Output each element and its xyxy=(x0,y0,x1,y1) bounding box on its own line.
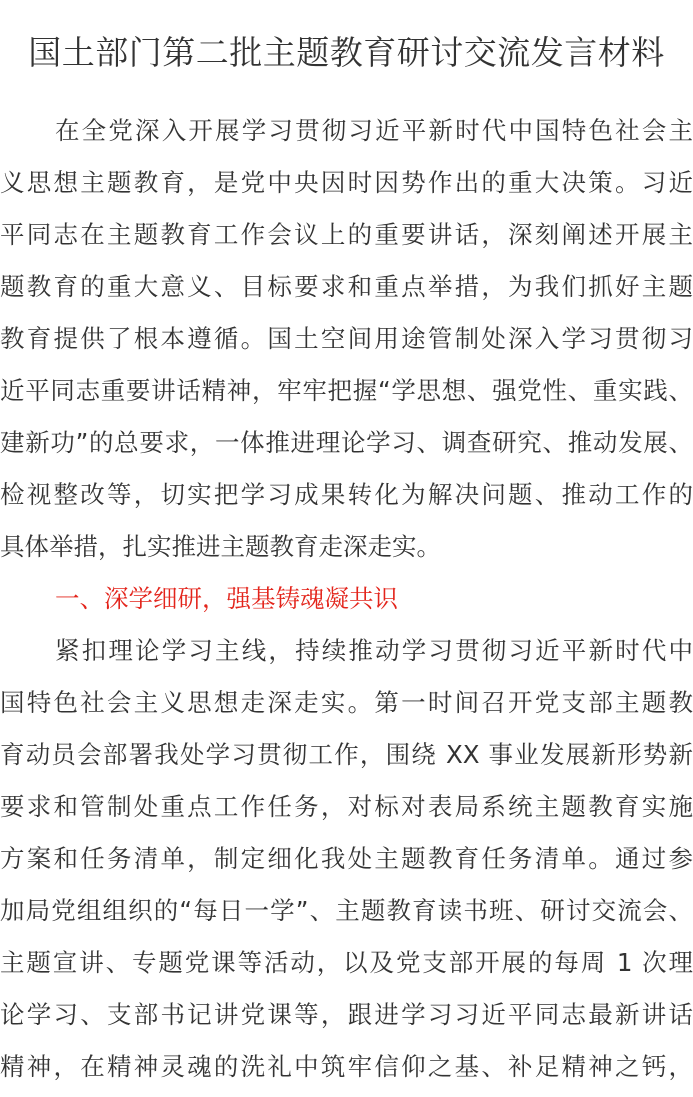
paragraph-line: 方案和任务清单，制定细化我处主题教育任务清单。通过参 xyxy=(0,844,693,873)
paragraph-line: 教育提供了根本遵循。国土空间用途管制处深入学习贯彻习 xyxy=(0,324,693,353)
paragraph-line: 义思想主题教育，是党中央因时因势作出的重大决策。习近 xyxy=(0,168,693,197)
paragraph-line: 检视整改等，切实把学习成果转化为解决问题、推动工作的 xyxy=(0,480,693,509)
paragraph-line: 在全党深入开展学习贯彻习近平新时代中国特色社会主 xyxy=(55,116,693,145)
paragraph-line: 论学习、支部书记讲党课等，跟进学习习近平同志最新讲话 xyxy=(0,1000,693,1029)
paragraph-line: 平同志在主题教育工作会议上的重要讲话，深刻阐述开展主 xyxy=(0,220,693,249)
paragraph-line: 紧扣理论学习主线，持续推动学习贯彻习近平新时代中 xyxy=(55,636,693,665)
section-heading: 一、深学细研，强基铸魂凝共识 xyxy=(55,584,398,613)
document-title: 国土部门第二批主题教育研讨交流发言材料 xyxy=(28,33,665,72)
paragraph-line: 育动员会部署我处学习贯彻工作，围绕 XX 事业发展新形势新 xyxy=(0,740,693,769)
paragraph-line: 近平同志重要讲话精神，牢牢把握“学思想、强党性、重实践、 xyxy=(0,376,693,405)
paragraph-line: 加局党组组织的“每日一学”、主题教育读书班、研讨交流会、 xyxy=(0,896,693,925)
paragraph-line: 题教育的重大意义、目标要求和重点举措，为我们抓好主题 xyxy=(0,272,693,301)
paragraph-line: 要求和管制处重点工作任务，对标对表局系统主题教育实施 xyxy=(0,792,693,821)
paragraph-line: 具体举措，扎实推进主题教育走深走实。 xyxy=(0,532,441,561)
paragraph-line: 国特色社会主义思想走深走实。第一时间召开党支部主题教 xyxy=(0,688,693,717)
paragraph-line: 主题宣讲、专题党课等活动，以及党支部开展的每周 1 次理 xyxy=(0,948,693,977)
paragraph-line: 精神，在精神灵魂的洗礼中筑牢信仰之基、补足精神之钙， xyxy=(0,1052,693,1081)
paragraph-line: 建新功”的总要求，一体推进理论学习、调查研究、推动发展、 xyxy=(0,428,693,457)
